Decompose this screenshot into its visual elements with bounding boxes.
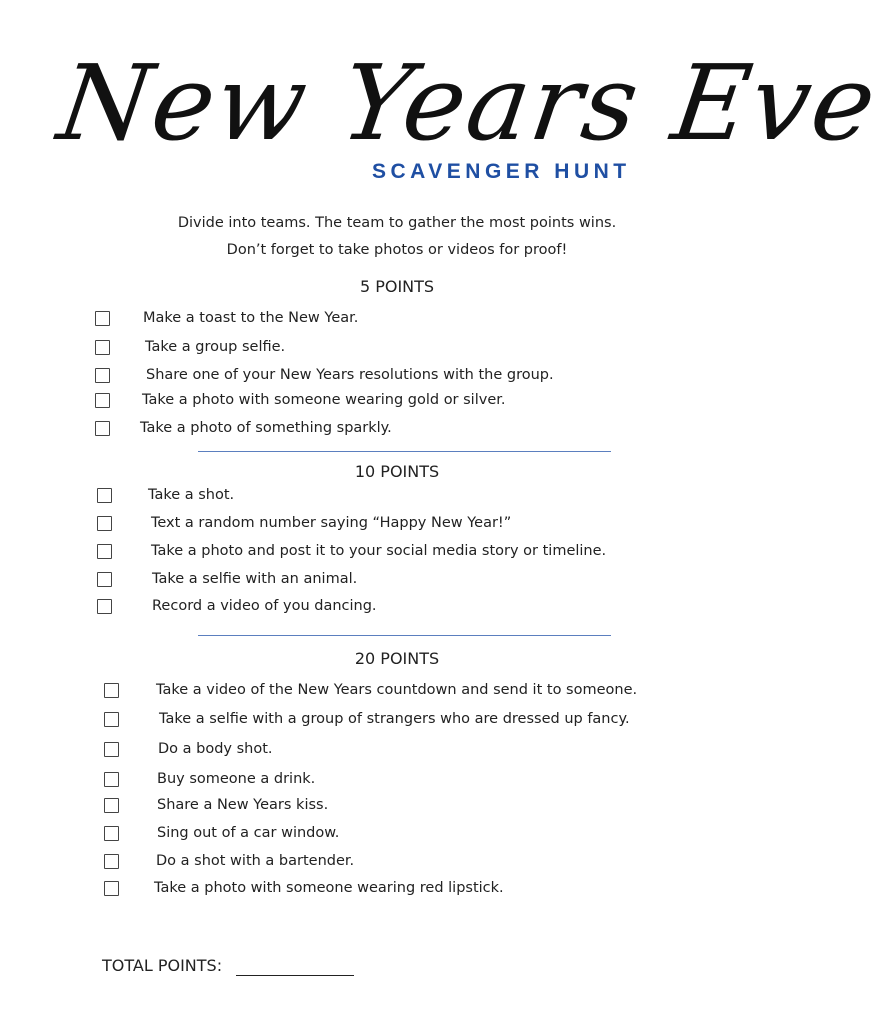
checkbox[interactable] [104,712,119,727]
item-label: Take a shot. [148,487,235,503]
item-label: Take a photo with someone wearing red lipstick. [154,880,504,896]
total-points-field[interactable] [236,975,354,976]
page-title: New Years Eve [51,42,885,164]
item-label: Do a shot with a bartender. [156,853,355,869]
item-label: Do a body shot. [158,741,273,757]
section-heading-20-points: 20 POINTS [354,649,440,668]
checkbox[interactable] [104,742,119,757]
section-heading-10-points: 10 POINTS [354,462,440,481]
checkbox[interactable] [104,772,119,787]
item-label: Take a video of the New Years countdown and send it to someone. [156,682,638,698]
item-label: Text a random number saying “Happy New Year!” [151,515,512,531]
checkbox[interactable] [104,854,119,869]
checkbox[interactable] [95,368,110,383]
item-label: Sing out of a car window. [157,825,340,841]
item-label: Take a selfie with a group of strangers who are dressed up fancy. [159,711,630,727]
item-label: Make a toast to the New Year. [143,310,359,326]
intro-line-2: Don’t forget to take photos or videos for proof! [226,242,568,258]
item-label: Take a selfie with an animal. [152,571,358,587]
item-label: Buy someone a drink. [157,771,316,787]
item-label: Take a photo and post it to your social media story or timeline. [151,543,607,559]
item-label: Take a photo with someone wearing gold or silver. [142,392,506,408]
checkbox[interactable] [104,881,119,896]
checkbox[interactable] [97,572,112,587]
item-label: Share a New Years kiss. [157,797,329,813]
checkbox[interactable] [95,311,110,326]
checkbox[interactable] [97,488,112,503]
section-divider [198,451,611,452]
checkbox[interactable] [95,421,110,436]
item-label: Take a group selfie. [145,339,286,355]
section-divider [198,635,611,636]
checkbox[interactable] [95,340,110,355]
checkbox[interactable] [97,544,112,559]
intro-line-1: Divide into teams. The team to gather the most points wins. [177,215,617,231]
item-label: Take a photo of something sparkly. [140,420,392,436]
section-heading-5-points: 5 POINTS [359,277,435,296]
page-subtitle: SCAVENGER HUNT [372,160,631,183]
checkbox[interactable] [104,798,119,813]
checkbox[interactable] [97,516,112,531]
item-label: Record a video of you dancing. [152,598,377,614]
checkbox[interactable] [95,393,110,408]
checkbox[interactable] [97,599,112,614]
checkbox[interactable] [104,826,119,841]
item-label: Share one of your New Years resolutions with the group. [146,367,554,383]
intro-text [100,210,694,264]
checkbox[interactable] [104,683,119,698]
total-points-label: TOTAL POINTS: [102,956,223,975]
